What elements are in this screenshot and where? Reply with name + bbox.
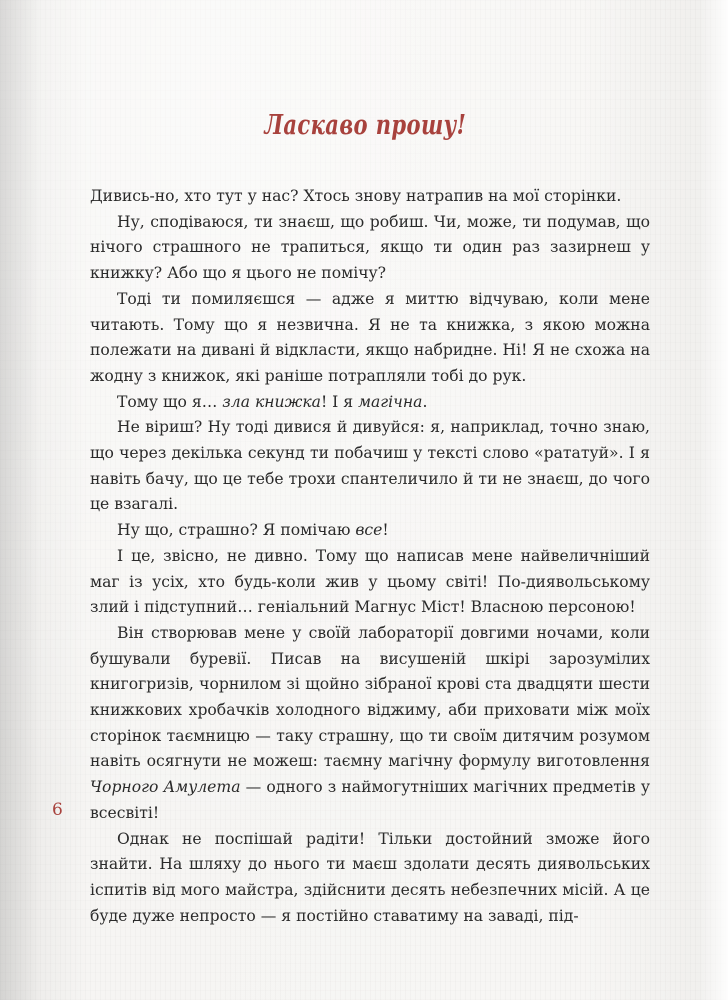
chapter-heading: Ласкаво прошу!: [264, 110, 467, 141]
emphasis-text: магічна: [358, 392, 423, 411]
paragraph-text: !: [382, 521, 389, 540]
paragraph-text: Дивись-но, хто тут у нас? Хтось знову натрапив на мої сторінки.: [90, 187, 622, 205]
paragraph-text: І це, звісно, не дивно. Тому що написав мене найвеличніший маг із усіх, хто будь-коли жив у цьому світі! По-диявольському злий і підступний… геніальний Магнус Міст! Власною персоною!: [90, 546, 650, 617]
body-text: [90, 184, 650, 929]
emphasis-text: зла книжка: [222, 392, 321, 411]
paragraph-text: Він створював мене у своїй лабораторії довгими ночами, коли бушували буревії. Писав на висушеній шкірі зарозумілих книгогризів, чорнилом зі щойно зібраної крові ста двадцяти шести книжкових хробачків холодного віджиму, аби приховати між моїх сторінок таємницю — таку страшну, що ти своїм дитячим розумом навіть осягнути не можеш: таємну магічну формулу виготовлення: [90, 623, 650, 771]
paragraph-6: [90, 518, 650, 544]
paragraph-7: [90, 544, 650, 621]
paragraph-text: Не віриш? Ну тоді дивися й дивуйся: я, наприклад, точно знаю, що через декілька секунд ти побачиш у тексті слово «рататуй». І я навіть бачу, що це тебе трохи спантеличило й ти не знаєш, до чого це взагалі.: [90, 418, 650, 514]
paragraph-3: [90, 287, 650, 390]
paragraph-1: [90, 184, 650, 210]
paragraph-8: [90, 621, 650, 827]
paragraph-4: [90, 390, 650, 416]
paragraph-text: Ну, сподіваюся, ти знаєш, що робиш. Чи, може, ти подумав, що нічого страшного не трапиться, якщо ти один раз зазирнеш у книжку? Або що я цього не помічу?: [90, 212, 650, 283]
paragraph-text: Тоді ти помиляєшся — адже я миттю відчуваю, коли мене читають. Тому що я незвична. Я не та книжка, з якою можна полежати на дивані й відкласти, якщо набридне. Ні! Я не схожа на жодну з книжок, які раніше потрапляли тобі до рук.: [90, 289, 650, 385]
emphasis-text: все: [355, 521, 383, 540]
paragraph-text: Тому що я…: [117, 392, 223, 411]
page-edge-highlight: [698, 0, 728, 1000]
paragraph-text: .: [422, 392, 428, 411]
emphasis-text: Чорного Амулета: [90, 778, 241, 797]
paragraph-5: [90, 415, 650, 518]
page-number: 6: [52, 800, 63, 820]
paragraph-9: [90, 827, 650, 930]
paragraph-2: [90, 210, 650, 287]
page-edge-shadow: [0, 0, 40, 1000]
paragraph-text: Ну що, страшно? Я помічаю: [117, 521, 356, 540]
paragraph-text: — одного з наймогутніших магічних предметів у всесвіті!: [90, 778, 650, 822]
paragraph-text: Однак не поспішай радіти! Тільки достойний зможе його знайти. На шляху до нього ти маєш здолати десять диявольських іспитів від мого майстра, здійснити десять небезпечних місій. А це буде дуже непросто — я постійно ставатиму на заваді, під-: [90, 829, 650, 925]
paragraph-text: ! І я: [320, 392, 359, 411]
